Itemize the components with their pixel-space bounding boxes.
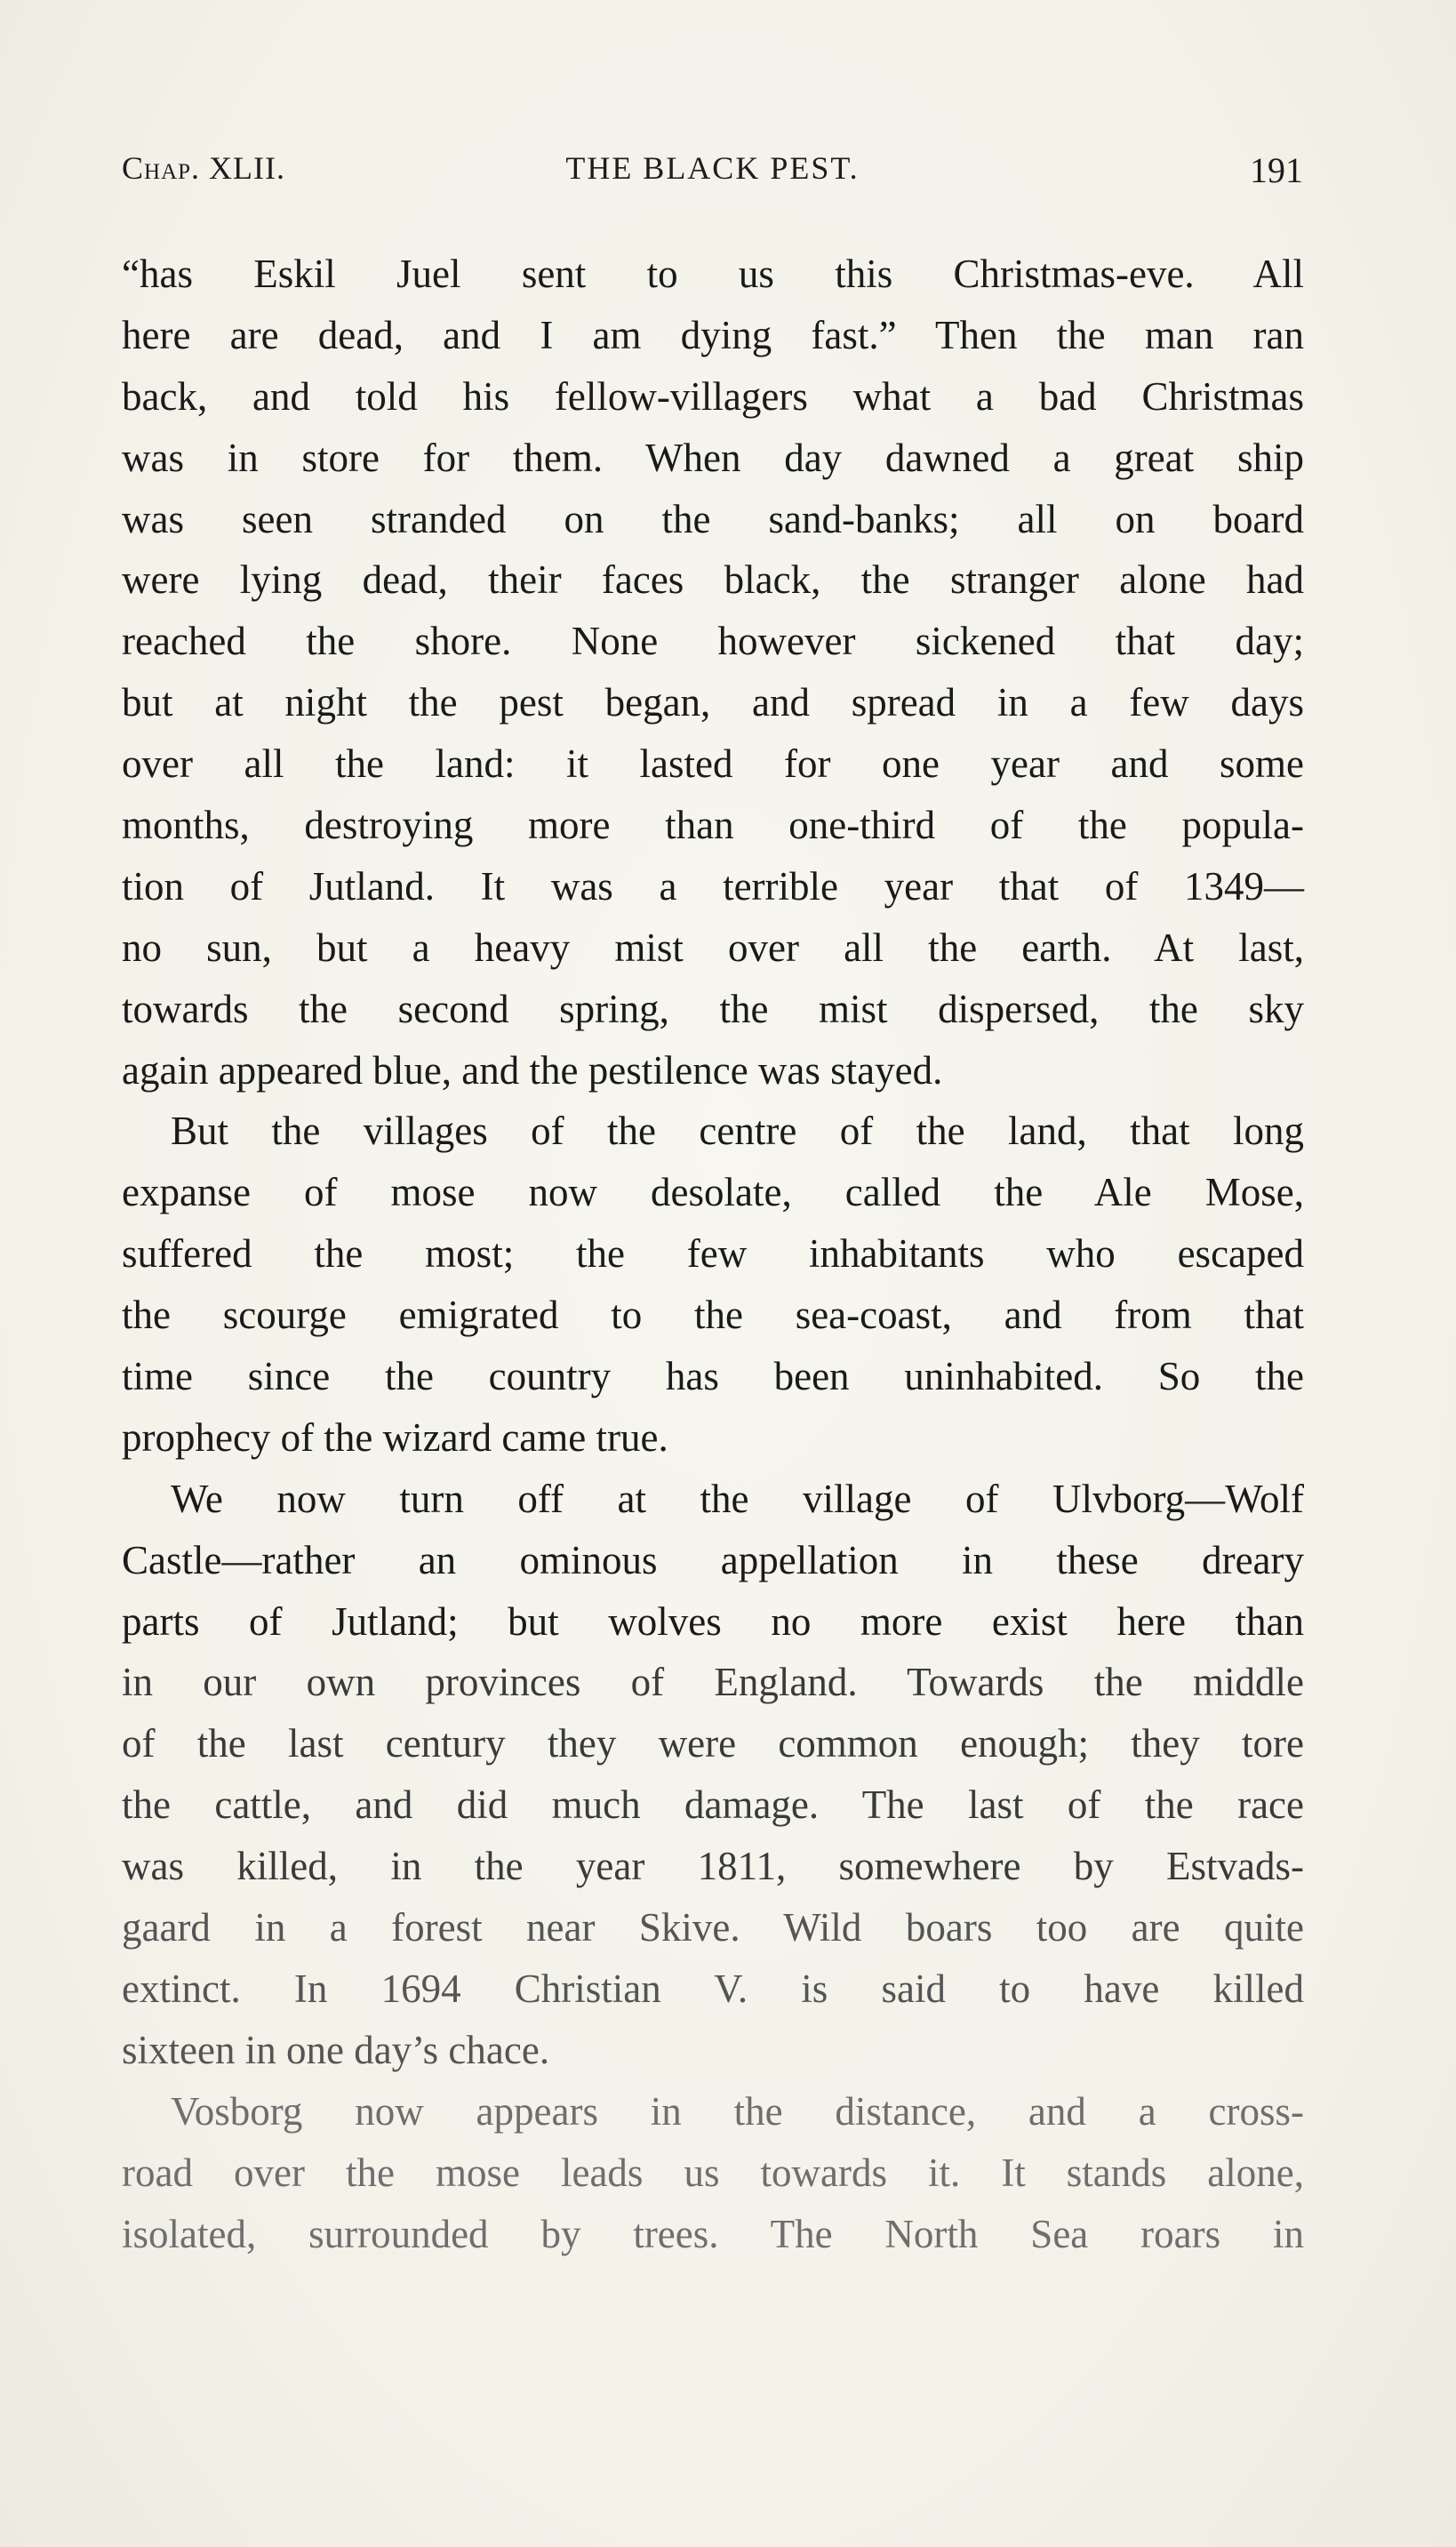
text-line: isolated, surrounded by trees. The North Sea roars in [122,2211,1304,2256]
running-header [122,149,1303,203]
text-line: but at night the pest began, and spread in a few days [122,680,1304,725]
text-line: prophecy of the wizard came true. [122,1414,668,1460]
text-line: We now turn off at the village of Ulvborg—Wolf [171,1476,1304,1521]
text-line: again appeared blue, and the pestilence was stayed. [122,1047,943,1093]
text-line: But the villages of the centre of the land, that long [171,1109,1304,1154]
text-line: was seen stranded on the sand-banks; all on board [122,496,1304,541]
text-line: “has Eskil Juel sent to us this Christmas-eve. All [122,252,1304,296]
text-line: extinct. In 1694 Christian V. is said to have killed [122,1966,1304,2011]
text-line: road over the mose leads us towards it. It stands alone, [122,2150,1304,2195]
text-line: in our own provinces of England. Towards the middle [122,1660,1304,1705]
running-title: THE BLACK PEST. [565,150,860,186]
text-line: expanse of mose now desolate, called the Ale Mose, [122,1170,1304,1215]
text-line: sixteen in one day’s chace. [122,2027,550,2072]
text-line: the cattle, and did much damage. The last of the race [122,1782,1304,1828]
text-line: Castle—rather an ominous appellation in these dreary [122,1537,1304,1582]
page-number: 191 [1250,150,1303,190]
text-line: months, destroying more than one-third of the popula- [122,803,1304,848]
text-line: over all the land: it lasted for one year and some [122,741,1304,787]
chapter-label: Chap. XLII. [122,150,285,186]
text-line: the scourge emigrated to the sea-coast, and from that [122,1293,1304,1338]
text-line: tion of Jutland. It was a terrible year that of 1349— [122,863,1304,909]
text-line: towards the second spring, the mist dispersed, the sky [122,986,1304,1031]
text-line: gaard in a forest near Skive. Wild boars too are quite [122,1905,1304,1950]
text-line: back, and told his fellow-villagers what a bad Christmas [122,373,1304,419]
text-line: Vosborg now appears in the distance, and a cross- [171,2088,1304,2134]
text-line: was killed, in the year 1811, somewhere by Estvads- [122,1844,1304,1889]
text-line: here are dead, and I am dying fast.” Then the man ran [122,312,1304,357]
text-line: no sun, but a heavy mist over all the earth. At last, [122,925,1304,970]
text-line: suffered the most; the few inhabitants who escaped [122,1231,1304,1277]
text-line: of the last century they were common enough; they tore [122,1721,1304,1766]
body-text [122,244,1304,2264]
text-line: time since the country has been uninhabited. So the [122,1354,1304,1399]
text-line: were lying dead, their faces black, the stranger alone had [122,557,1304,603]
text-line: parts of Jutland; but wolves no more exist here than [122,1598,1304,1644]
text-line: was in store for them. When day dawned a great ship [122,435,1304,480]
text-line: reached the shore. None however sickened that day; [122,619,1304,664]
